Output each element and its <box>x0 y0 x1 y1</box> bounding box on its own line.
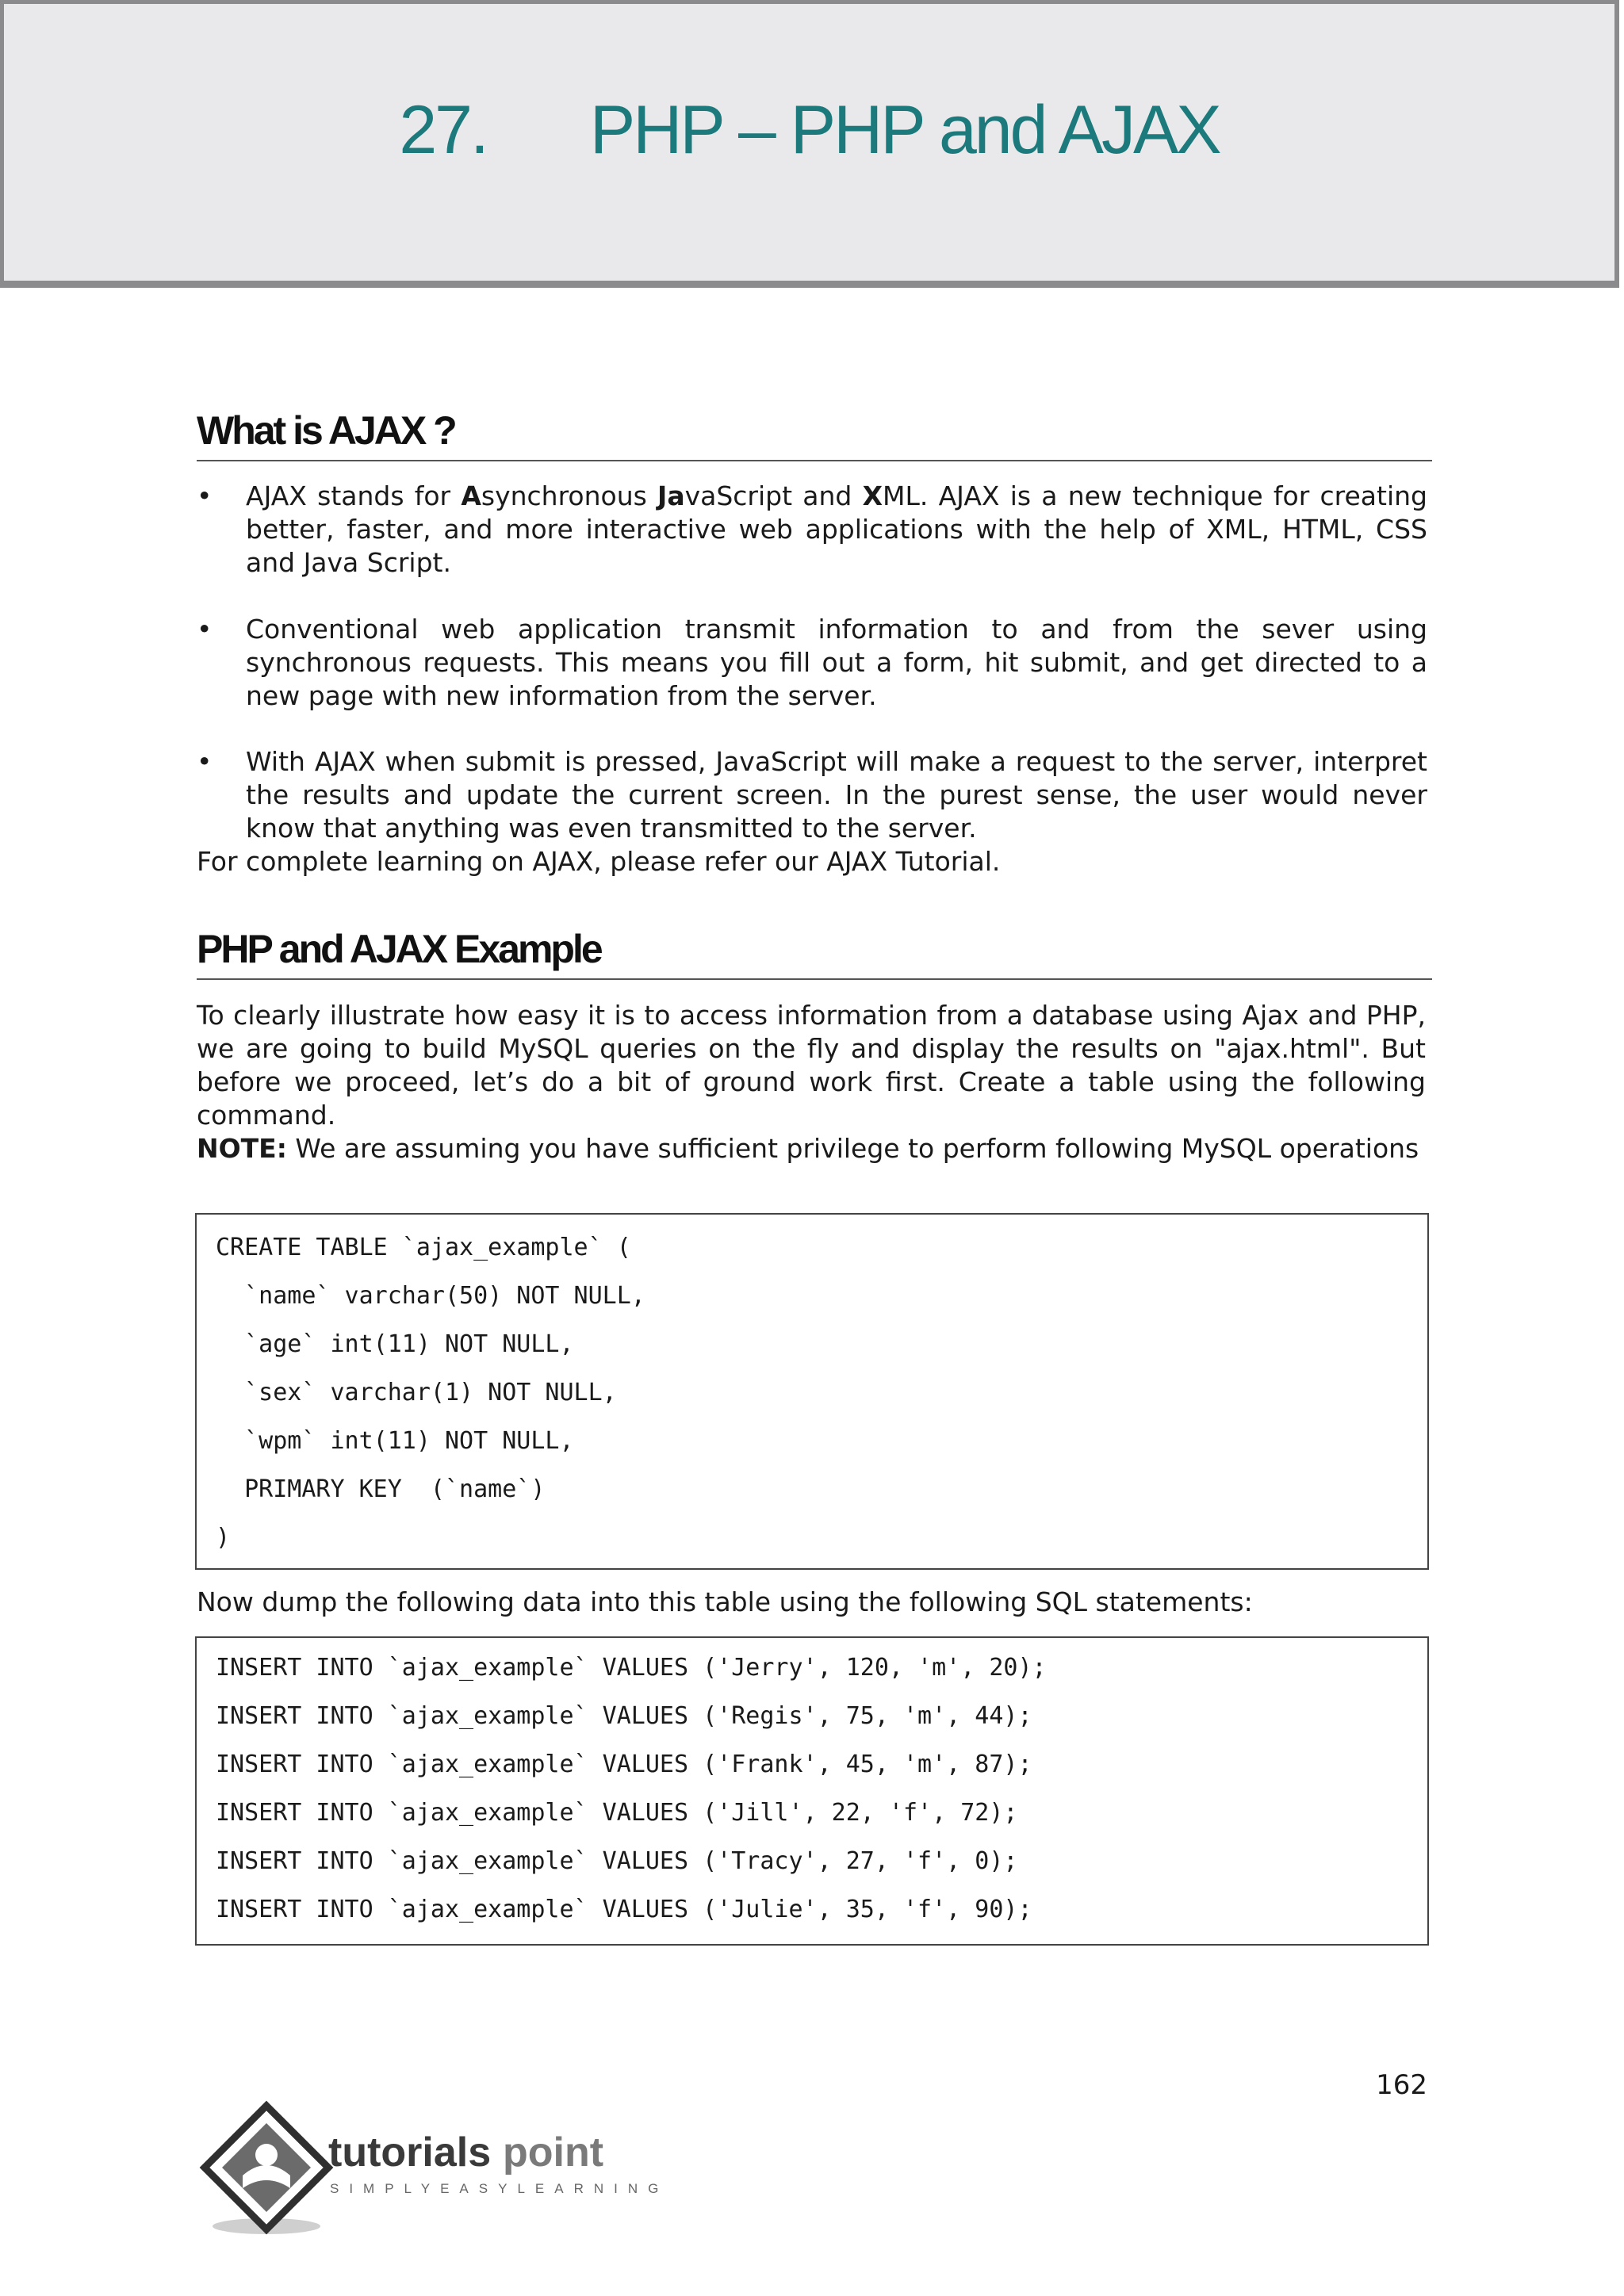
chapter-number: 27. <box>399 92 487 168</box>
ajax-tutorial-reference: For complete learning on AJAX, please refer our AJAX Tutorial. <box>197 846 1001 877</box>
bullet-text: Conventional web application transmit information to and from the sever using synchronous requests. This means you fill out a form, hit submit, and get directed to a new page with new information from the server. <box>246 614 1427 711</box>
code-line: PRIMARY KEY (`name`) <box>216 1475 546 1503</box>
code-line: ) <box>216 1524 231 1552</box>
logo-brand-tutorials: tutorials <box>328 2130 492 2175</box>
tutorialspoint-logo <box>193 2099 669 2242</box>
section-heading-what-is-ajax: What is AJAX ? <box>197 408 1432 461</box>
logo-head-icon <box>255 2144 278 2166</box>
dump-data-paragraph: Now dump the following data into this table using the following SQL statements: <box>197 1586 1253 1617</box>
section-heading-php-ajax-example: PHP and AJAX Example <box>197 926 1432 980</box>
bullet-dot: • <box>197 614 213 645</box>
bullet-dot: • <box>197 480 213 511</box>
code-line: `sex` varchar(1) NOT NULL, <box>216 1379 617 1406</box>
insert-statements-code-block <box>195 1636 1429 1946</box>
logo-tagline: SIMPLYEASYLEARNING <box>330 2181 669 2196</box>
bullet-item <box>197 745 1427 845</box>
bullet-text: With AJAX when submit is pressed, JavaScript will make a request to the server, interpret the results and update the current screen. In the purest sense, the user would never know that anything was even transmitted to the server. <box>246 746 1427 844</box>
code-line: INSERT INTO `ajax_example` VALUES ('Regis', 75, 'm', 44); <box>216 1702 1032 1730</box>
bullet-item <box>197 613 1427 713</box>
code-line: INSERT INTO `ajax_example` VALUES ('Tracy', 27, 'f', 0); <box>216 1847 1018 1875</box>
code-line: INSERT INTO `ajax_example` VALUES ('Frank', 45, 'm', 87); <box>216 1751 1032 1778</box>
intro-paragraph: To clearly illustrate how easy it is to access information from a database using Ajax and PHP, we are going to build MySQL queries on the fly and display the results on "ajax.html". But before we proceed, let’s do a bit of ground work first. Create a table using the following command. <box>197 1000 1426 1131</box>
chapter-header <box>0 0 1619 288</box>
logo-brand-point: point <box>503 2130 604 2175</box>
note-paragraph <box>197 1132 1426 1165</box>
code-line: `name` varchar(50) NOT NULL, <box>216 1282 645 1310</box>
code-line: `age` int(11) NOT NULL, <box>216 1330 574 1358</box>
code-line: INSERT INTO `ajax_example` VALUES ('Julie', 35, 'f', 90); <box>216 1896 1032 1923</box>
code-line: INSERT INTO `ajax_example` VALUES ('Jill', 22, 'f', 72); <box>216 1799 1018 1827</box>
bullet-text: AJAX stands for Asynchronous JavaScript and XML. AJAX is a new technique for creating better, faster, and more interactive web applications with the help of XML, HTML, CSS and Java Script. <box>246 480 1427 578</box>
code-line: `wpm` int(11) NOT NULL, <box>216 1427 574 1455</box>
bullet-item <box>197 480 1427 580</box>
chapter-title-text: PHP – PHP and AJAX <box>589 92 1220 168</box>
create-table-code-block <box>195 1213 1429 1570</box>
note-text: We are assuming you have sufficient privilege to perform following MySQL operations <box>286 1133 1419 1164</box>
code-line: INSERT INTO `ajax_example` VALUES ('Jerry', 120, 'm', 20); <box>216 1654 1047 1682</box>
bullet-dot: • <box>197 746 213 777</box>
code-line: CREATE TABLE `ajax_example` ( <box>216 1234 631 1261</box>
note-label: NOTE: <box>197 1133 287 1164</box>
page-number: 162 <box>1376 2069 1427 2101</box>
chapter-title <box>4 91 1614 170</box>
